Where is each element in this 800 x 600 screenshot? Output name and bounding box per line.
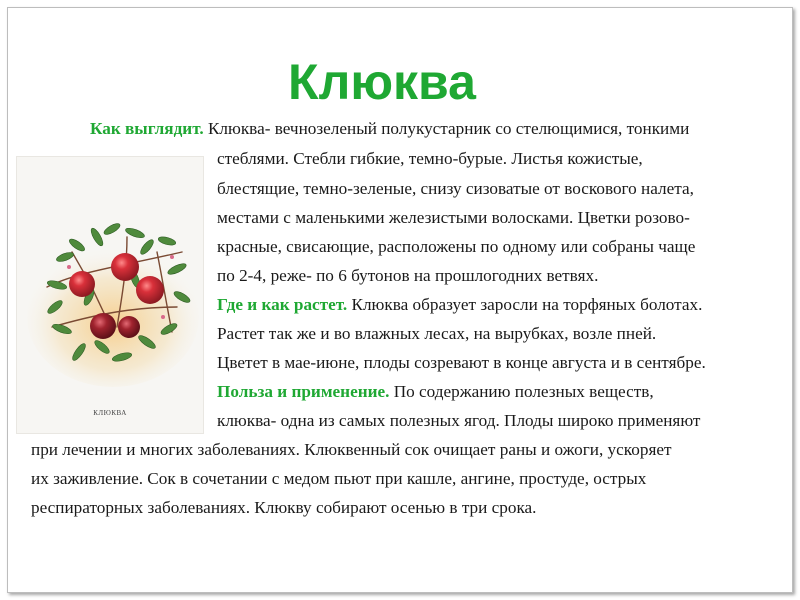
berry — [111, 253, 139, 281]
text-line: красные, свисающие, расположены по одному или собраны чаще — [217, 237, 696, 256]
heading-look: Как выглядит. — [90, 119, 204, 138]
berry — [118, 316, 140, 338]
berry — [90, 313, 116, 339]
paragraph-habitat-first-line — [217, 290, 702, 320]
paragraph-use-first-line — [217, 377, 654, 407]
heading-use: Польза и применение. — [217, 382, 390, 401]
text-line: по 2-4, реже- по 6 бутонов на прошлогодних ветвях. — [217, 266, 599, 285]
berry — [69, 271, 95, 297]
text-look-line-1: Клюква- вечнозеленый полукустарник со стелющимися, тонкими — [203, 119, 690, 138]
text-line: респираторных заболеваниях. Клюкву собирают осенью в три срока. — [31, 498, 537, 517]
text-line: клюква- одна из самых полезных ягод. Плоды широко применяют — [217, 411, 701, 430]
text-line: Растет так же и во влажных лесах, на вырубках, возле пней. — [217, 324, 657, 343]
slide-title-text: Клюква — [288, 54, 476, 110]
paragraph-look-first-line — [90, 114, 689, 144]
heading-habitat: Где и как растет. — [217, 295, 348, 314]
text-line: при лечении и многих заболеваниях. Клюквенный сок очищает раны и ожоги, ускоряет — [31, 440, 672, 459]
illustration-caption: КЛЮКВА — [93, 409, 127, 417]
cranberry-illustration — [16, 156, 204, 434]
text-habitat-line-1: Клюква образует заросли на торфяных болотах. — [347, 295, 703, 314]
berry — [136, 276, 164, 304]
text-line: стеблями. Стебли гибкие, темно-бурые. Листья кожистые, — [217, 149, 643, 168]
slide-title — [0, 52, 800, 112]
text-line: местами с маленькими железистыми волосками. Цветки розово- — [217, 208, 690, 227]
text-line: Цветет в мае-июне, плоды созревают в конце августа и в сентябре. — [217, 353, 706, 372]
text-use-line-1: По содержанию полезных веществ, — [389, 382, 654, 401]
text-line: блестящие, темно-зеленые, снизу сизоватые от воскового налета, — [217, 179, 694, 198]
cranberry-branch-image — [17, 157, 205, 435]
text-line: их заживление. Сок в сочетании с медом пьют при кашле, ангине, простуде, острых — [31, 469, 647, 488]
